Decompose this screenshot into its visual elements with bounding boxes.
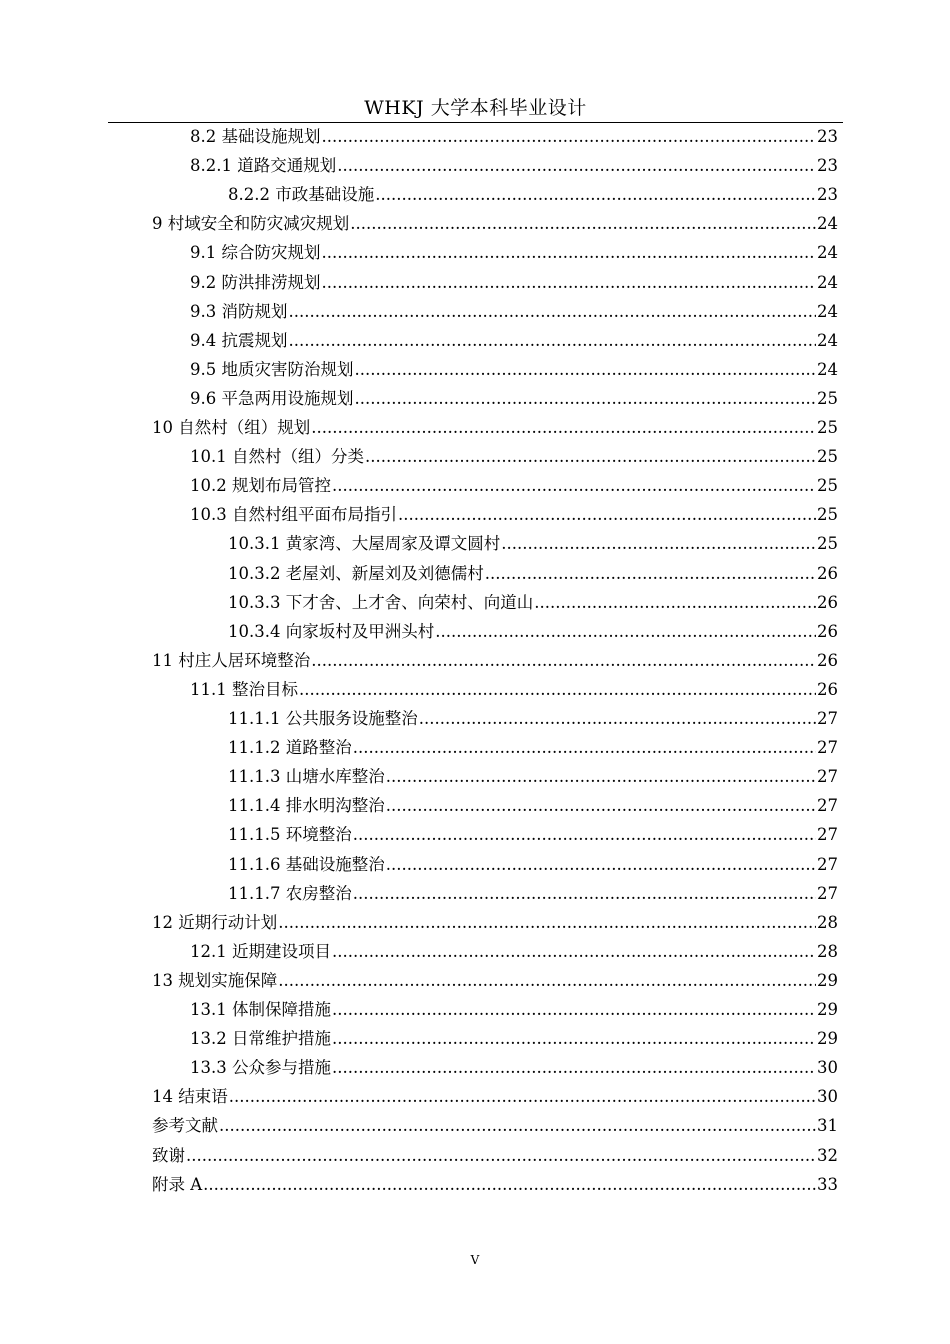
toc-entry[interactable] — [190, 326, 838, 355]
toc-entry[interactable] — [228, 617, 838, 646]
toc-entry-page: 30 — [817, 1087, 838, 1107]
toc-leader-dots — [435, 617, 816, 646]
toc-entry-page: 29 — [817, 1000, 838, 1019]
toc-entry-page: 27 — [817, 883, 838, 903]
toc-entry-title: 11.1.2 道路整治 — [228, 738, 352, 758]
toc-entry-title: 10.3.3 下才舍、上才舍、向荣村、向道山 — [228, 592, 534, 612]
toc-entry-title: 10.2 规划布局管控 — [190, 476, 331, 496]
toc-entry[interactable] — [152, 1170, 838, 1199]
toc-entry-page: 26 — [817, 621, 838, 641]
toc-entry-title: 10.3.1 黄家湾、大屋周家及谭文圆村 — [228, 534, 501, 554]
toc-leader-dots — [386, 762, 816, 791]
toc-leader-dots — [485, 559, 816, 588]
toc-leader-dots — [353, 733, 816, 762]
toc-entry-title: 11.1.6 基础设施整治 — [228, 854, 385, 874]
toc-entry[interactable] — [190, 500, 838, 529]
toc-entry[interactable] — [190, 238, 838, 267]
toc-leader-dots — [353, 820, 816, 849]
toc-entry-page: 25 — [817, 505, 838, 525]
toc-leader-dots — [386, 791, 816, 820]
toc-leader-dots — [419, 704, 816, 733]
toc-entry-title: 8.2.2 市政基础设施 — [228, 185, 375, 205]
toc-entry[interactable] — [190, 1024, 838, 1053]
toc-leader-dots — [398, 500, 816, 529]
toc-entry[interactable] — [228, 879, 838, 908]
toc-leader-dots — [365, 442, 816, 471]
toc-entry-title: 13.2 日常维护措施 — [190, 1029, 331, 1049]
toc-leader-dots — [322, 268, 817, 297]
toc-entry[interactable] — [228, 733, 838, 762]
toc-entry[interactable] — [228, 529, 838, 558]
toc-entry-page: 32 — [817, 1145, 838, 1165]
toc-leader-dots — [322, 122, 817, 151]
toc-entry-title: 11.1.3 山塘水库整治 — [228, 767, 385, 787]
toc-entry-title: 附录 A — [152, 1174, 203, 1194]
toc-entry-title: 11.1.4 排水明沟整治 — [228, 796, 385, 816]
toc-leader-dots — [289, 326, 817, 355]
toc-leader-dots — [203, 1170, 816, 1199]
toc-entry-page: 25 — [817, 534, 838, 554]
toc-entry-page: 24 — [817, 330, 838, 350]
toc-entry-page: 33 — [817, 1174, 838, 1194]
toc-entry-page: 28 — [817, 912, 838, 932]
toc-leader-dots — [299, 675, 816, 704]
page-header-title: WHKJ 大学本科毕业设计 — [364, 97, 587, 119]
toc-entry[interactable] — [190, 937, 838, 966]
toc-entry-title: 11.1.5 环境整治 — [228, 825, 352, 845]
toc-entry[interactable] — [228, 850, 838, 879]
toc-entry[interactable] — [190, 675, 838, 704]
toc-entry[interactable] — [190, 122, 838, 151]
toc-entry-title: 11.1.7 农房整治 — [228, 883, 352, 903]
toc-entry[interactable] — [228, 791, 838, 820]
toc-entry[interactable] — [190, 297, 838, 326]
toc-entry-title: 10.1 自然村（组）分类 — [190, 447, 364, 467]
toc-entry-page: 24 — [817, 272, 838, 292]
toc-entry-title: 13.3 公众参与措施 — [190, 1058, 331, 1078]
toc-entry-title: 13 规划实施保障 — [152, 970, 278, 990]
toc-entry-title: 11.1.1 公共服务设施整治 — [228, 709, 418, 728]
toc-entry[interactable] — [190, 151, 838, 180]
toc-entry-page: 29 — [817, 970, 838, 990]
toc-entry-title: 10.3 自然村组平面布局指引 — [190, 505, 397, 525]
toc-entry-title: 8.2 基础设施规划 — [190, 127, 321, 146]
toc-entry[interactable] — [190, 995, 838, 1024]
toc-leader-dots — [311, 413, 816, 442]
toc-leader-dots — [375, 180, 816, 209]
toc-leader-dots — [332, 1024, 816, 1053]
toc-leader-dots — [355, 355, 817, 384]
toc-entry-title: 9.3 消防规划 — [190, 301, 288, 321]
toc-entry-title: 14 结束语 — [152, 1087, 228, 1107]
toc-entry-title: 12 近期行动计划 — [152, 912, 278, 932]
toc-entry-page: 24 — [817, 359, 838, 379]
toc-entry[interactable] — [190, 268, 838, 297]
toc-entry[interactable] — [228, 588, 838, 617]
toc-entry-page: 24 — [817, 243, 838, 263]
toc-entry-page: 23 — [817, 185, 838, 205]
toc-leader-dots — [219, 1111, 816, 1140]
toc-entry-page: 24 — [817, 301, 838, 321]
toc-entry-title: 9.6 平急两用设施规划 — [190, 388, 354, 408]
toc-entry[interactable] — [190, 355, 838, 384]
toc-leader-dots — [501, 529, 816, 558]
toc-entry-title: 9.4 抗震规划 — [190, 330, 288, 350]
toc-entry[interactable] — [152, 908, 838, 937]
toc-entry-page: 28 — [817, 941, 838, 961]
toc-entry-title: 10.3.2 老屋刘、新屋刘及刘德儒村 — [228, 563, 484, 583]
toc-leader-dots — [311, 646, 816, 675]
toc-entry[interactable] — [228, 180, 838, 209]
toc-entry-page: 26 — [817, 592, 838, 612]
toc-leader-dots — [322, 238, 817, 267]
toc-leader-dots — [355, 384, 817, 413]
toc-entry-page: 24 — [817, 214, 838, 234]
toc-entry-title: 10 自然村（组）规划 — [152, 418, 311, 437]
toc-entry-title: 13.1 体制保障措施 — [190, 1000, 331, 1019]
toc-entry-page: 27 — [817, 854, 838, 874]
toc-entry[interactable] — [190, 442, 838, 471]
toc-entry[interactable] — [152, 966, 838, 995]
toc-entry-title: 致谢 — [152, 1145, 185, 1165]
toc-entry[interactable] — [152, 1082, 838, 1111]
toc-entry-page: 25 — [817, 418, 838, 437]
toc-leader-dots — [353, 879, 816, 908]
toc-entry-page: 27 — [817, 796, 838, 816]
toc-entry[interactable] — [228, 704, 838, 733]
toc-entry[interactable] — [152, 1111, 838, 1140]
toc-entry-title: 11 村庄人居环境整治 — [152, 650, 311, 670]
toc-entry-page: 29 — [817, 1029, 838, 1049]
toc-entry[interactable] — [190, 1053, 838, 1082]
toc-entry-page: 23 — [817, 127, 838, 146]
toc-entry[interactable] — [190, 384, 838, 413]
toc-entry[interactable] — [152, 646, 838, 675]
toc-entry-page: 26 — [817, 650, 838, 670]
toc-entry-title: 11.1 整治目标 — [190, 679, 298, 699]
toc-entry[interactable] — [228, 762, 838, 791]
toc-entry-page: 27 — [817, 738, 838, 758]
toc-entry-title: 12.1 近期建设项目 — [190, 941, 331, 961]
toc-entry[interactable] — [152, 1141, 838, 1170]
toc-leader-dots — [278, 966, 816, 995]
toc-entry[interactable] — [152, 209, 838, 238]
toc-entry-page: 30 — [817, 1058, 838, 1078]
toc-entry[interactable] — [228, 559, 838, 588]
toc-leader-dots — [332, 995, 816, 1024]
toc-leader-dots — [332, 937, 816, 966]
toc-entry-page: 25 — [817, 388, 838, 408]
toc-entry-page: 25 — [817, 447, 838, 467]
toc-entry-page: 27 — [817, 825, 838, 845]
toc-leader-dots — [278, 908, 816, 937]
toc-entry-page: 26 — [817, 563, 838, 583]
toc-entry-title: 8.2.1 道路交通规划 — [190, 156, 337, 176]
toc-entry-page: 26 — [817, 679, 838, 699]
toc-entry-title: 9.1 综合防灾规划 — [190, 243, 321, 263]
toc-entry-title: 9.5 地质灾害防治规划 — [190, 359, 354, 379]
toc-entry[interactable] — [190, 471, 838, 500]
toc-leader-dots — [186, 1141, 816, 1170]
toc-entry-page: 27 — [817, 767, 838, 787]
toc-leader-dots — [332, 471, 816, 500]
toc-entry-page: 27 — [817, 709, 838, 728]
toc-entry-title: 9 村域安全和防灾减灾规划 — [152, 214, 350, 234]
toc-entry-title: 9.2 防洪排涝规划 — [190, 272, 321, 292]
toc-entry[interactable] — [228, 820, 838, 849]
toc-leader-dots — [332, 1053, 816, 1082]
toc-leader-dots — [386, 850, 816, 879]
toc-entry-page: 23 — [817, 156, 838, 176]
page-number: V — [470, 1253, 480, 1267]
toc-leader-dots — [289, 297, 817, 326]
toc-leader-dots — [337, 151, 816, 180]
toc-entry-title: 10.3.4 向家坂村及甲洲头村 — [228, 621, 435, 641]
toc-leader-dots — [229, 1082, 816, 1111]
toc-leader-dots — [350, 209, 816, 238]
toc-entry-page: 25 — [817, 476, 838, 496]
toc-entry[interactable] — [152, 413, 838, 442]
toc-entry-title: 参考文献 — [152, 1116, 218, 1136]
toc-entry-page: 31 — [817, 1116, 838, 1136]
toc-leader-dots — [534, 588, 816, 617]
